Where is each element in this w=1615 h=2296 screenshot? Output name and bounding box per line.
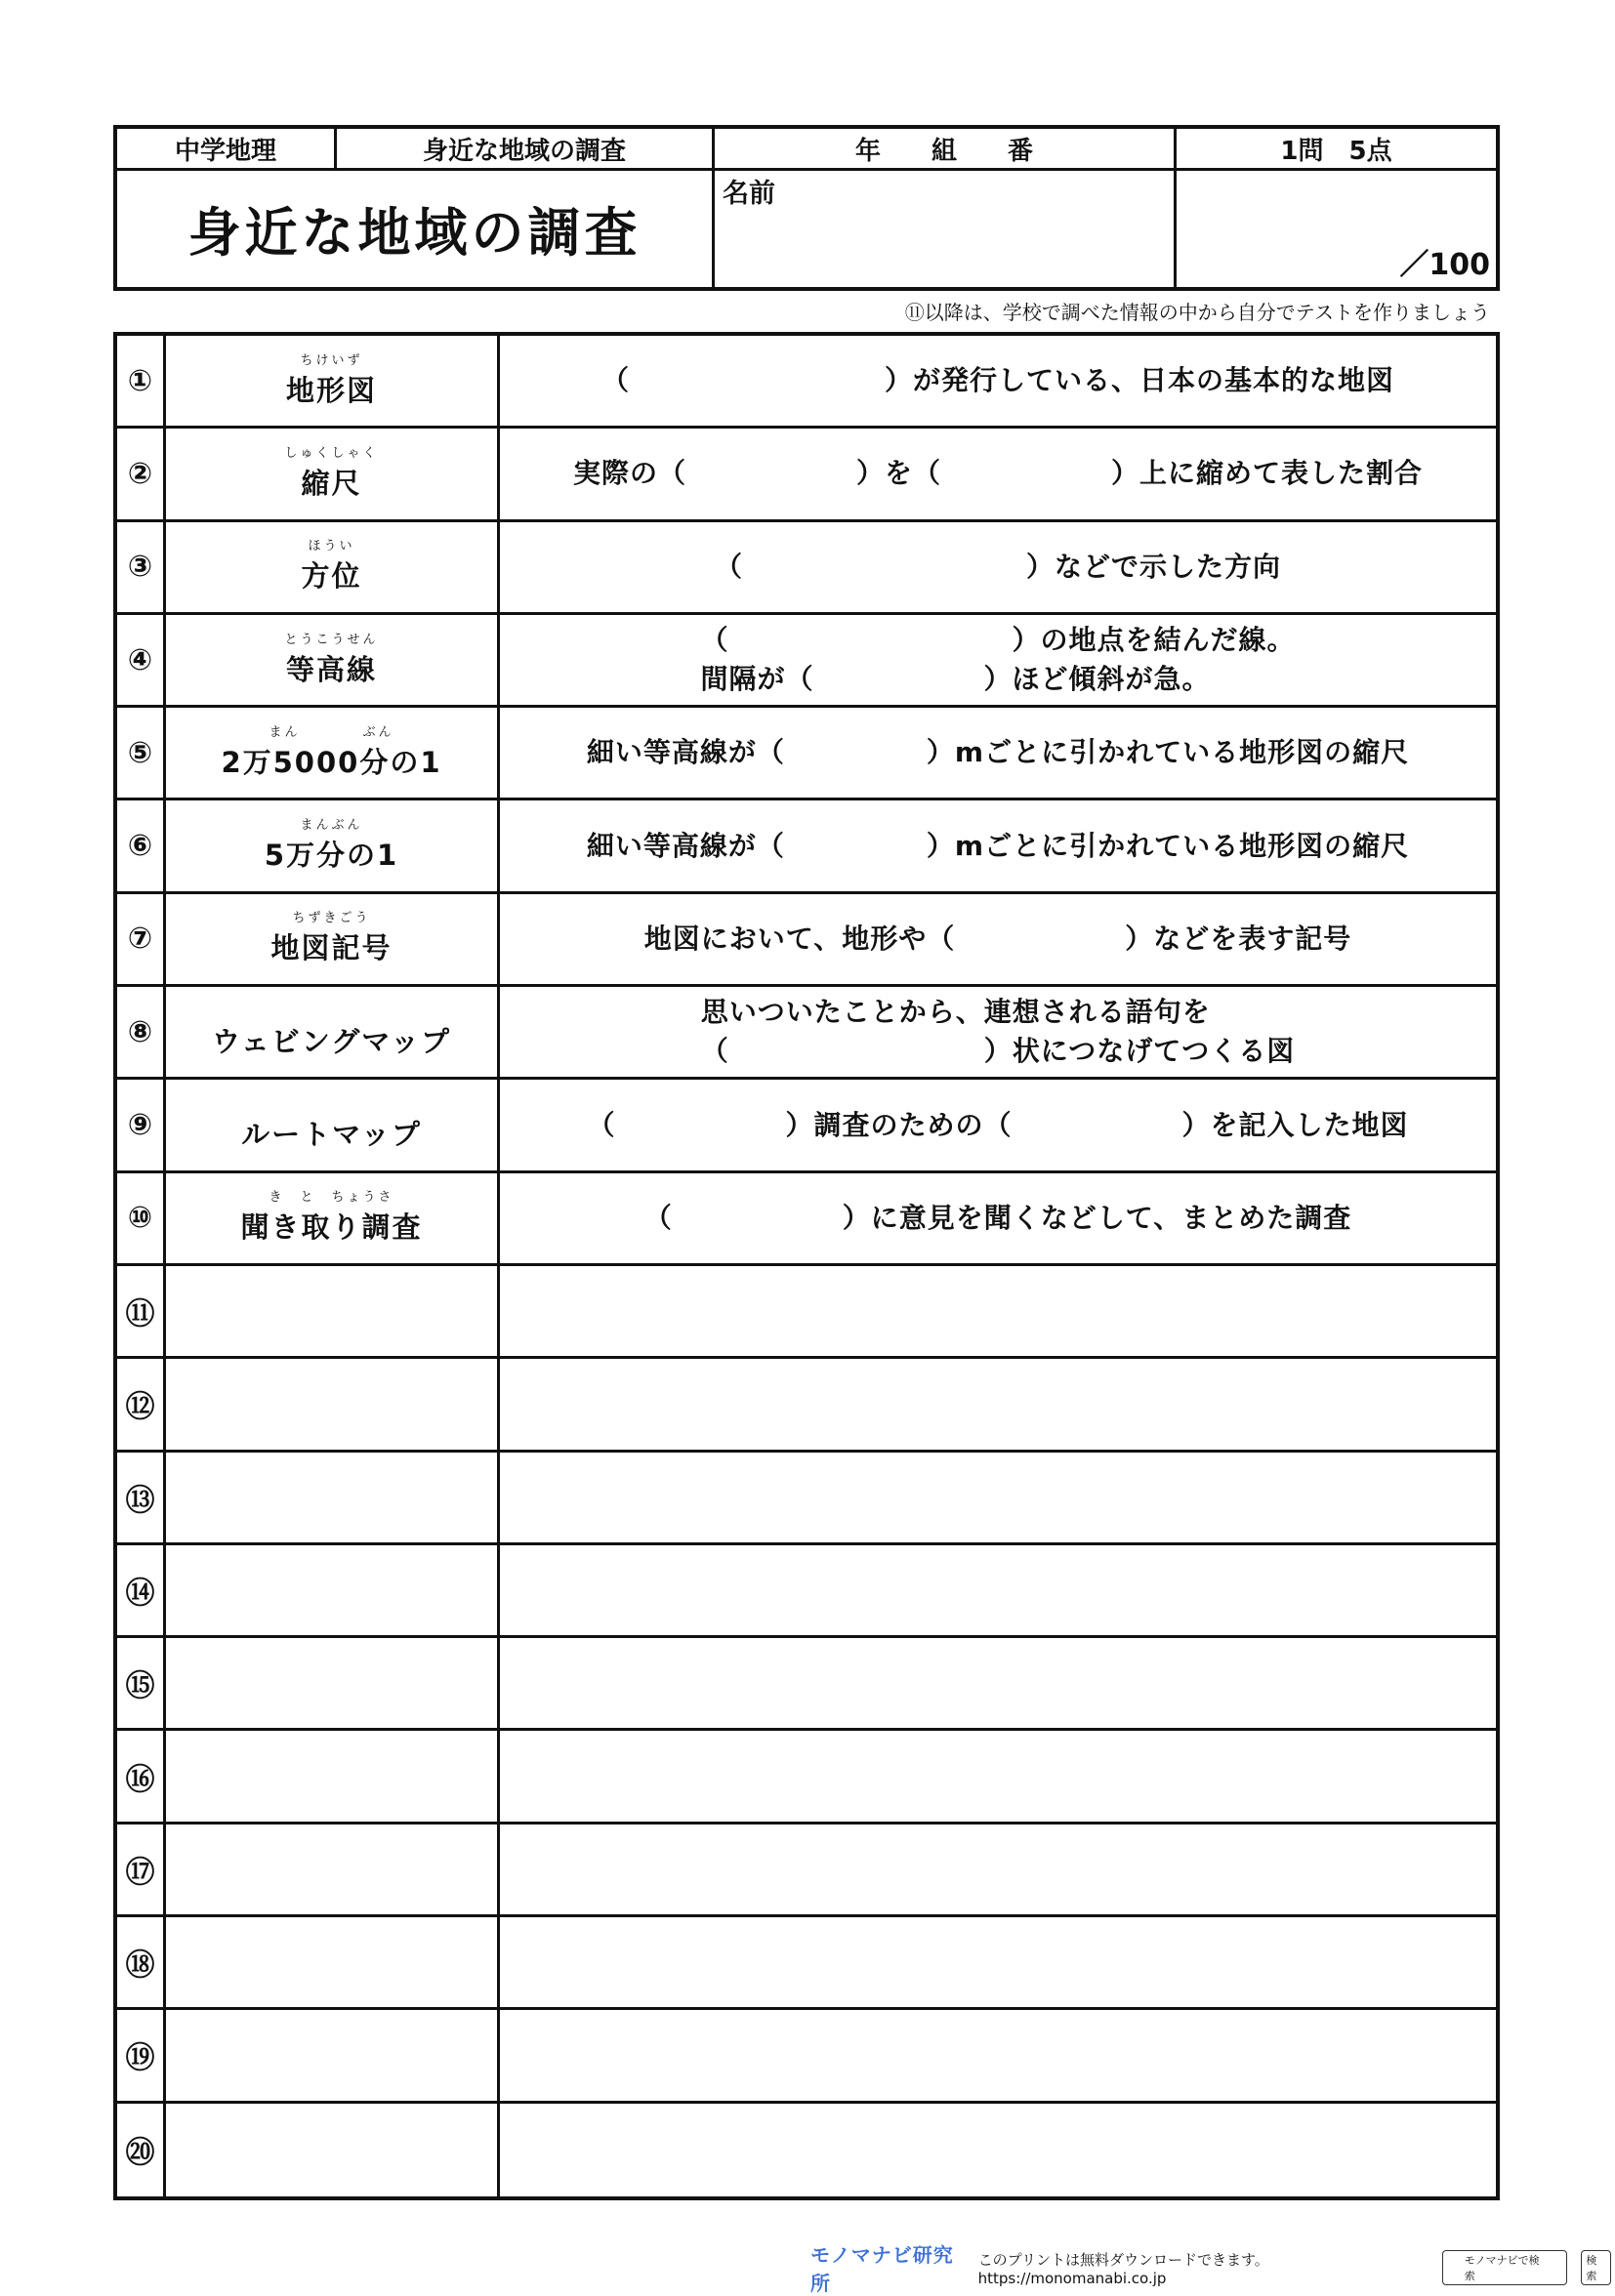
term-cell[interactable] <box>166 2104 500 2196</box>
table-row <box>117 1824 1496 1917</box>
worksheet-header <box>113 125 1500 291</box>
description-cell[interactable] <box>500 1824 1496 1914</box>
description-cell[interactable] <box>500 1266 1496 1356</box>
class-fields: 年 組 番 <box>854 136 1033 166</box>
description-cell[interactable] <box>500 1359 1496 1449</box>
points-label: 1問 5点 <box>1280 136 1392 166</box>
term-cell[interactable] <box>166 1359 500 1449</box>
unit-label: 身近な地域の調査 <box>422 136 626 166</box>
question-number: ⑳ <box>117 2104 166 2196</box>
description-cell[interactable]: （ ）の地点を結んだ線。 間隔が（ ）ほど傾斜が急。 <box>700 624 1296 696</box>
description-cell[interactable] <box>500 2104 1496 2196</box>
term-cell[interactable] <box>166 1824 500 1914</box>
term-cell[interactable] <box>166 1545 500 1635</box>
term-text: 地図記号 <box>270 931 393 965</box>
term-cell[interactable] <box>166 615 500 705</box>
question-number: ⑨ <box>117 1080 166 1169</box>
description-cell[interactable] <box>500 1731 1496 1821</box>
description-cell[interactable]: 地図において、地形や（ ）などを表す記号 <box>643 922 1352 955</box>
worksheet <box>113 125 1500 2171</box>
question-number: ⑬ <box>117 1453 166 1542</box>
term-ruby: ほうい <box>308 539 355 554</box>
header-divider <box>334 129 337 168</box>
description-cell[interactable] <box>500 1917 1496 2007</box>
term-cell[interactable] <box>166 894 500 984</box>
question-table <box>113 332 1500 2200</box>
term-cell[interactable] <box>166 1638 500 1728</box>
term-text: 2万5000分の1 <box>221 745 442 779</box>
term-cell[interactable] <box>166 1453 500 1542</box>
question-number: ⑩ <box>117 1173 166 1263</box>
term-ruby: ちずきごう <box>292 911 371 926</box>
description-cell[interactable]: （ ）が発行している、日本の基本的な地図 <box>600 364 1394 397</box>
instruction-note: ⑪以降は、学校で調べた情報の中から自分でテストを作りましょう <box>904 301 1490 324</box>
question-number: ⑰ <box>117 1824 166 1914</box>
term-ruby: まんぶん <box>300 818 363 834</box>
term-text: 等高線 <box>285 652 377 686</box>
table-row <box>117 1545 1496 1638</box>
term-text: 縮尺 <box>301 466 362 500</box>
question-number: ② <box>117 429 166 518</box>
table-row <box>117 1731 1496 1824</box>
description-cell[interactable]: 細い等高線が（ ）mごとに引かれている地形図の縮尺 <box>586 829 1410 862</box>
term-cell[interactable] <box>166 2010 500 2100</box>
question-number: ③ <box>117 522 166 612</box>
term-cell[interactable] <box>166 708 500 798</box>
header-divider <box>712 129 715 287</box>
table-row <box>117 800 1496 893</box>
table-row <box>117 1453 1496 1545</box>
subject-label: 中学地理 <box>174 136 276 166</box>
search-box-button[interactable]: モノマナビで検索 <box>1442 2250 1568 2285</box>
header-divider <box>117 168 1496 171</box>
term-text: 地形図 <box>285 373 377 407</box>
term-ruby: しゅくしゃく <box>284 445 379 461</box>
description-cell[interactable]: （ ）などで示した方向 <box>714 550 1281 583</box>
question-number: ⑫ <box>117 1359 166 1449</box>
term-cell[interactable] <box>166 522 500 612</box>
table-row <box>117 522 1496 615</box>
table-row <box>117 894 1496 987</box>
term-text: ルートマップ <box>241 1118 422 1152</box>
description-cell[interactable]: 実際の（ ）を（ ）上に縮めて表した割合 <box>572 457 1423 490</box>
table-row <box>117 1917 1496 2010</box>
question-number: ⑮ <box>117 1638 166 1728</box>
table-row <box>117 1080 1496 1172</box>
footer <box>810 2243 1611 2295</box>
footer-logo: モノマナビ研究所 <box>810 2243 954 2295</box>
term-cell[interactable] <box>166 429 500 518</box>
table-row <box>117 2104 1496 2196</box>
term-text: 聞き取り調査 <box>240 1210 423 1245</box>
description-cell[interactable] <box>500 1545 1496 1635</box>
term-text: 方位 <box>301 559 362 594</box>
description-cell[interactable] <box>500 1453 1496 1542</box>
table-row <box>117 708 1496 800</box>
term-cell[interactable] <box>166 1173 500 1263</box>
description-cell[interactable]: （ ）調査のための（ ）を記入した地図 <box>587 1108 1409 1141</box>
table-row <box>117 987 1496 1080</box>
table-row <box>117 615 1496 708</box>
term-ruby: き と ちょうさ <box>269 1190 394 1206</box>
header-divider <box>1174 129 1177 287</box>
description-cell[interactable] <box>500 1638 1496 1728</box>
term-text: 5万分の1 <box>264 839 399 873</box>
term-cell[interactable] <box>166 987 500 1077</box>
question-number: ⑦ <box>117 894 166 984</box>
description-cell[interactable]: 思いついたことから、連想される語句を （ ）状につなげてつくる図 <box>700 996 1296 1068</box>
table-row <box>117 1173 1496 1266</box>
question-number: ⑯ <box>117 1731 166 1821</box>
question-number: ⑪ <box>117 1266 166 1356</box>
term-cell[interactable] <box>166 800 500 890</box>
term-cell[interactable] <box>166 1731 500 1821</box>
term-text: ウェビングマップ <box>211 1024 452 1058</box>
question-number: ④ <box>117 615 166 705</box>
term-cell[interactable] <box>166 336 500 426</box>
term-cell[interactable] <box>166 1917 500 2007</box>
score-total: ／100 <box>1399 248 1490 282</box>
table-row <box>117 429 1496 521</box>
table-row <box>117 336 1496 429</box>
name-field[interactable] <box>715 171 1174 287</box>
description-cell[interactable]: 細い等高線が（ ）mごとに引かれている地形図の縮尺 <box>586 736 1410 769</box>
name-label: 名前 <box>723 179 775 209</box>
table-row <box>117 1638 1496 1731</box>
term-ruby: ちけいず <box>300 352 363 368</box>
term-ruby: まん ぶん <box>269 724 394 740</box>
question-number: ⑧ <box>117 987 166 1077</box>
question-number: ⑲ <box>117 2010 166 2100</box>
question-number: ⑭ <box>117 1545 166 1635</box>
term-ruby: とうこうせん <box>284 632 379 647</box>
page-title: 身近な地域の調査 <box>187 202 642 264</box>
table-row <box>117 2010 1496 2103</box>
description-cell[interactable] <box>500 2010 1496 2100</box>
table-row <box>117 1359 1496 1452</box>
term-cell[interactable] <box>166 1266 500 1356</box>
table-row <box>117 1266 1496 1359</box>
search-button[interactable]: 検索 <box>1581 2250 1611 2285</box>
question-number: ⑤ <box>117 708 166 798</box>
description-cell[interactable]: （ ）に意見を聞くなどして、まとめた調査 <box>643 1201 1352 1234</box>
question-number: ⑥ <box>117 800 166 890</box>
term-cell[interactable] <box>166 1080 500 1169</box>
question-number: ⑱ <box>117 1917 166 2007</box>
question-number: ① <box>117 336 166 426</box>
footer-text: このプリントは無料ダウンロードできます。https://monomanabi.co.jp <box>977 2250 1269 2287</box>
